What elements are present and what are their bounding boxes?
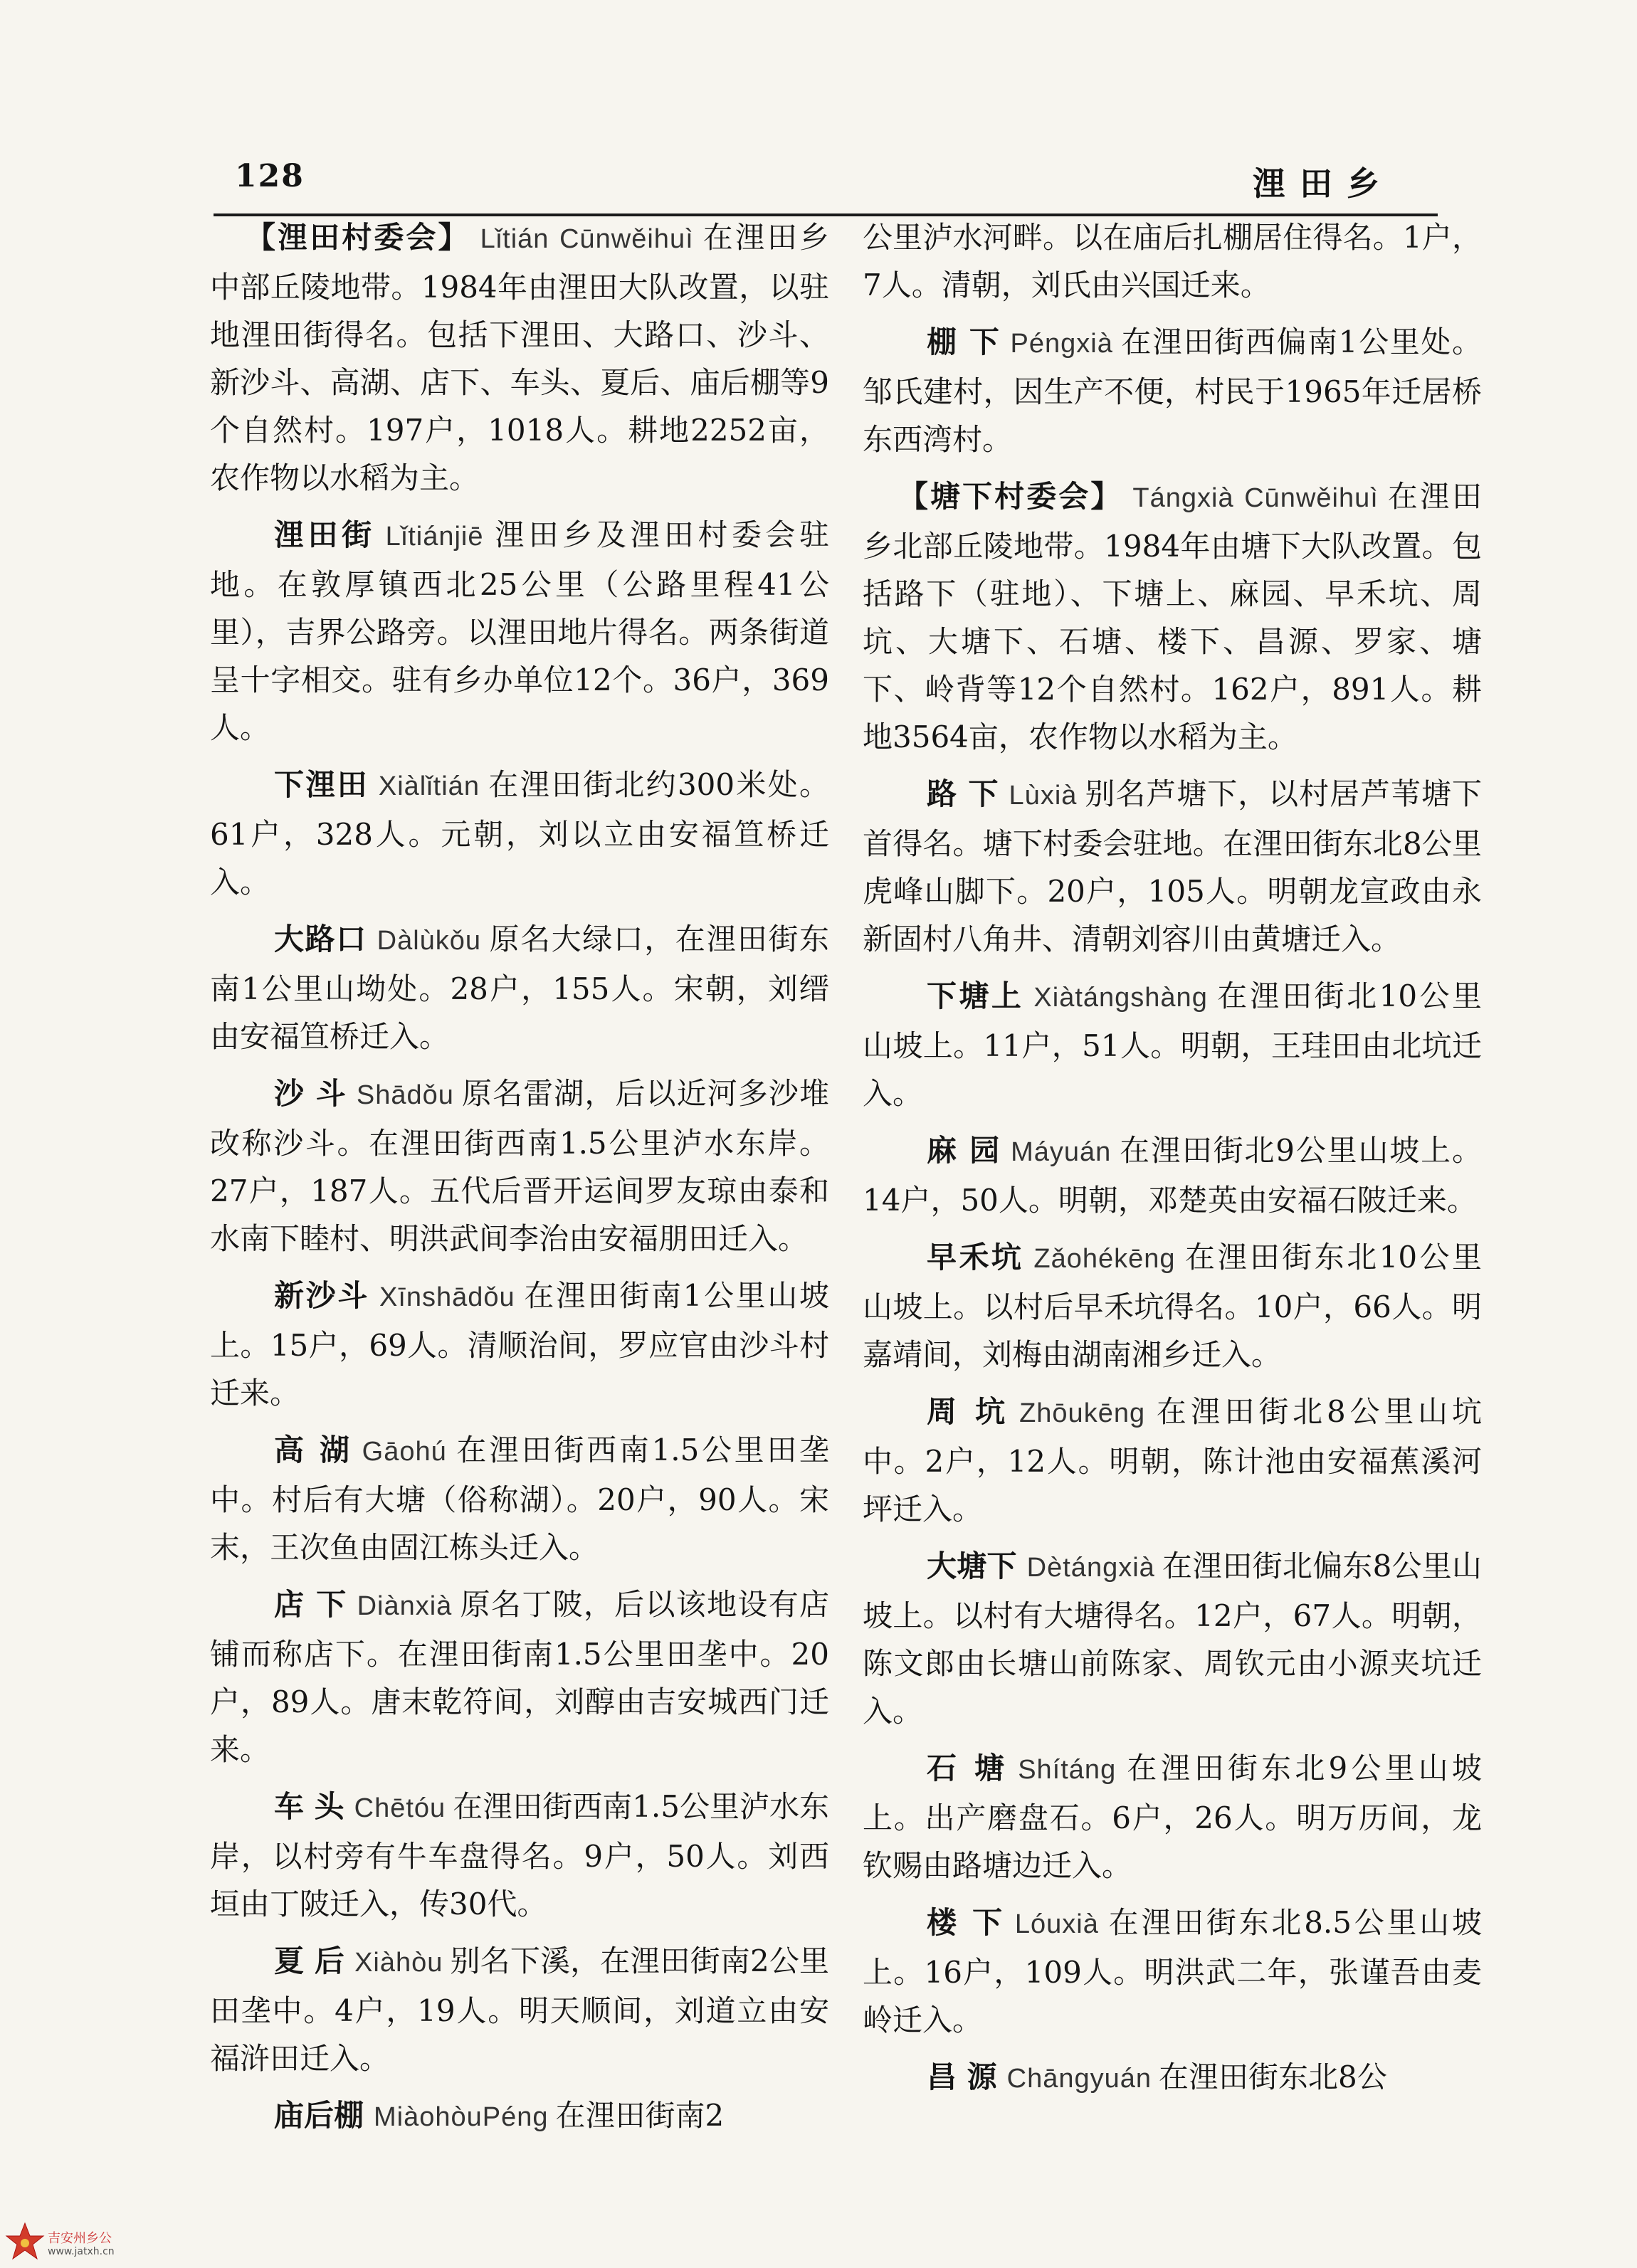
village-entry: [210, 1070, 829, 1262]
entry-text: 在浬田街西南1.5公里泸水东岸，以村旁有牛车盘得名。9户，50人。刘西垣由丁陂迁入，传30代。: [210, 1789, 830, 1921]
entry-text: 在浬田街北偏东8公里山坡上。以村有大塘得名。12户，67人。明朝，陈文郎由长塘山前陈家、周钦元由小源夹坑迁入。: [863, 1549, 1482, 1729]
entry-text: 别名芦塘下，以村居芦苇塘下首得名。塘下村委会驻地。在浬田街东北8公里虎峰山脚下。20户，105人。明朝龙宣政由永新固村八角井、清朝刘容川由黄塘迁入。: [863, 776, 1482, 956]
village-entry: [210, 915, 829, 1060]
village-entry: [863, 1388, 1482, 1533]
entry-pinyin: Chāngyuán: [1006, 2064, 1152, 2094]
village-entry: [863, 1899, 1482, 2044]
entry-name: 早禾坑: [927, 1240, 1024, 1275]
village-entry: [863, 1744, 1482, 1889]
entry-text: 在浬田街西偏南1公里处。邹氏建村，因生产不便，村民于1965年迁居桥东西湾村。: [863, 325, 1483, 457]
entry-text: 在浬田街北9公里山坡上。14户，50人。明朝，邓楚英由安福石陂迁来。: [863, 1133, 1483, 1218]
page-header: [0, 0, 1637, 213]
entry-text: 在浬田街北8公里山坑中。2户，12人。明朝，陈计池由安福蕉溪河坪迁入。: [863, 1394, 1482, 1526]
village-entry: [863, 2053, 1482, 2103]
entry-name: 大塘下: [927, 1549, 1017, 1583]
watermark-text: 吉安州乡公: [48, 2231, 112, 2246]
entry-pinyin: Péngxià: [1010, 329, 1113, 359]
right-column: [863, 213, 1482, 2112]
entry-name: 下浬田: [274, 767, 369, 802]
entry-name: 店 下: [274, 1587, 347, 1622]
village-entry: [210, 1426, 829, 1571]
entry-name: 【塘下村委会】: [898, 479, 1123, 514]
entry-pinyin: Lùxià: [1009, 781, 1078, 811]
entry-pinyin: Xiàhòu: [354, 1948, 443, 1978]
village-entry: [863, 318, 1482, 463]
entry-name: 楼 下: [927, 1905, 1005, 1940]
committee-entry: [210, 213, 829, 502]
entry-pinyin: Lǐtián Cūnwěihuì: [480, 224, 694, 254]
entry-text: 在浬田街东北10公里山坡上。以村后早禾坑得名。10户，66人。明嘉靖间，刘梅由湖南湘乡迁入。: [863, 1240, 1482, 1372]
entry-name: 车 头: [274, 1789, 344, 1824]
village-entry: [863, 1233, 1482, 1378]
star-logo-icon: [4, 2220, 46, 2263]
entry-name: 麻 园: [927, 1133, 1001, 1168]
village-entry: [863, 972, 1482, 1117]
entry-text: 在浬田街东北8公: [1159, 2059, 1387, 2094]
entry-text: 在浬田街北约300米处。61户，328人。元朝，刘以立由安福笪桥迁入。: [210, 767, 829, 900]
entry-text: 原名雷湖，后以近河多沙堆改称沙斗。在浬田街西南1.5公里泸水东岸。27户，187人。五代后晋开运间罗友琼由泰和水南下睦村、明洪武间李治由安福朋田迁入。: [210, 1076, 829, 1256]
entry-pinyin: Diànxià: [357, 1591, 453, 1621]
village-entry: [210, 761, 829, 906]
entry-pinyin: Chētóu: [354, 1793, 446, 1823]
village-entry: [210, 2092, 829, 2141]
entry-name: 石 塘: [927, 1751, 1009, 1786]
entry-pinyin: Lǐtiánjiē: [385, 522, 484, 552]
entry-pinyin: Xīnshādǒu: [379, 1282, 515, 1312]
entry-text: 浬田乡及浬田村委会驻地。在敦厚镇西北25公里（公路里程41公里），吉界公路旁。以浬田地片得名。两条街道呈十字相交。驻有乡办单位12个。36户，369人。: [210, 517, 829, 745]
entry-name: 夏 后: [274, 1943, 345, 1978]
entry-name: 新沙斗: [274, 1278, 369, 1313]
entry-text: 在浬田街南1公里山坡上。15户，69人。清顺治间，罗应官由沙斗村迁来。: [210, 1278, 829, 1410]
village-entry: [210, 1581, 829, 1773]
entry-text: 在浬田街南2: [555, 2098, 725, 2133]
entry-text: 在浬田乡中部丘陵地带。1984年由浬田大队改置，以驻地浬田街得名。包括下浬田、大路口、沙斗、新沙斗、高湖、店下、车头、夏后、庙后棚等9个自然村。197户，1018人。耕地2252亩，农作物以水稻为主。: [210, 220, 829, 495]
village-entry: [863, 1542, 1482, 1735]
site-watermark: [4, 2220, 139, 2263]
entry-name: 路 下: [927, 776, 999, 811]
entry-text: 原名大绿口，在浬田街东南1公里山坳处。28户，155人。宋朝，刘缙由安福笪桥迁入。: [210, 922, 829, 1054]
village-entry: [863, 1127, 1482, 1224]
entry-pinyin: Xiàlǐtián: [378, 771, 480, 801]
entry-pinyin: Shādǒu: [356, 1080, 454, 1110]
left-column: [210, 213, 829, 2151]
entry-pinyin: Máyuán: [1011, 1137, 1112, 1167]
village-entry: [863, 770, 1482, 963]
entry-pinyin: Dàlùkǒu: [377, 926, 482, 956]
watermark-url: www.jatxh.cn: [48, 2246, 115, 2257]
village-entry: [210, 511, 829, 751]
entry-name: 【浬田村委会】: [246, 220, 470, 255]
entry-pinyin: Xiàtángshàng: [1033, 983, 1208, 1013]
entry-pinyin: Tángxià Cūnwěihuì: [1132, 483, 1379, 513]
entry-name: 昌 源: [927, 2059, 997, 2094]
committee-entry: [863, 473, 1482, 761]
entry-text: 在浬田街北10公里山坡上。11户，51人。明朝，王珪田由北坑迁入。: [863, 979, 1482, 1111]
village-entry: [210, 1783, 829, 1928]
entry-text: 别名下溪，在浬田街南2公里田垄中。4户，19人。明天顺间，刘道立由安福浒田迁入。: [210, 1943, 829, 2076]
entry-name: 沙 斗: [274, 1076, 347, 1111]
entry-text: 在浬田街东北9公里山坡上。出产磨盘石。6户，26人。明万历间，龙钦赐由路塘边迁入。: [863, 1751, 1483, 1883]
entry-pinyin: Lóuxià: [1014, 1909, 1099, 1939]
entry-name: 高 湖: [274, 1433, 352, 1467]
page-number: 128: [235, 158, 305, 194]
entry-pinyin: Gāohú: [362, 1437, 447, 1467]
entry-pinyin: Dètángxià: [1026, 1553, 1155, 1583]
continued-entry: [863, 213, 1482, 309]
village-entry: [210, 1937, 829, 2082]
entry-name: 棚 下: [927, 325, 1001, 359]
entry-name: 下塘上: [927, 979, 1024, 1013]
entry-name: 周 坑: [927, 1394, 1010, 1429]
entry-text: 在浬田街西南1.5公里田垄中。村后有大塘（俗称湖）。20户，90人。宋末，王次鱼由固江栋头迁入。: [210, 1433, 829, 1565]
entry-text: 在浬田乡北部丘陵地带。1984年由塘下大队改置。包括路下（驻地）、下塘上、麻园、早禾坑、周坑、大塘下、石塘、楼下、昌源、罗家、塘下、岭背等12个自然村。162户，891人。耕地3564亩，农作物以水稻为主。: [863, 479, 1482, 754]
entry-pinyin: Zǎohékēng: [1033, 1244, 1176, 1274]
running-head: 浬田乡: [1253, 164, 1394, 203]
entry-text: 原名丁陂，后以该地设有店铺而称店下。在浬田街南1.5公里田垄中。20户，89人。唐末乾符间，刘醇由吉安城西门迁来。: [210, 1587, 829, 1767]
village-entry: [210, 1272, 829, 1417]
entry-name: 大路口: [274, 922, 367, 956]
entry-pinyin: Zhōukēng: [1019, 1398, 1146, 1428]
entry-text: 公里泸水河畔。以在庙后扎棚居住得名。1户，7人。清朝，刘氏由兴国迁来。: [863, 220, 1482, 302]
entry-text: 在浬田街东北8.5公里山坡上。16户，109人。明洪武二年，张谨吾由麦岭迁入。: [863, 1905, 1483, 2037]
entry-pinyin: MiàohòuPéng: [374, 2102, 549, 2132]
entry-name: 浬田街: [274, 517, 376, 552]
entry-pinyin: Shítáng: [1018, 1755, 1117, 1785]
entry-name: 庙后棚: [274, 2098, 364, 2133]
